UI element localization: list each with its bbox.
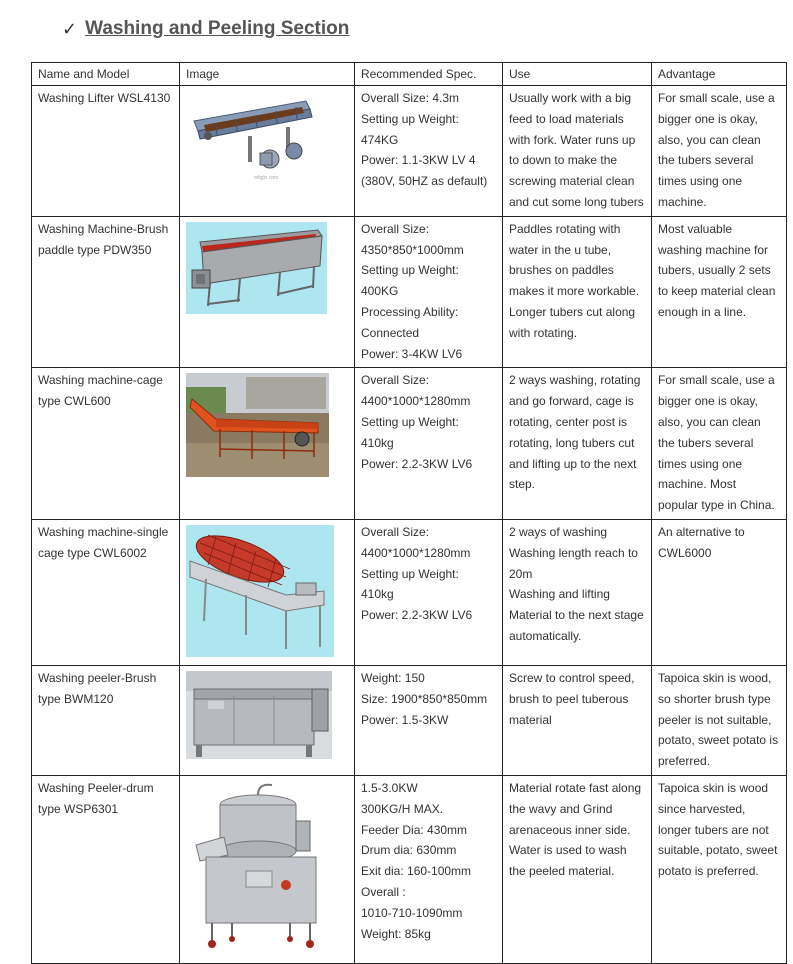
spec-line: Setting up Weight: xyxy=(361,414,459,429)
use-line: feed to load materials xyxy=(509,111,624,126)
advantage-line: also, you can clean xyxy=(658,132,761,147)
spec-line: 4350*850*1000mm xyxy=(361,242,464,257)
use-line: arenaceous inner side. xyxy=(509,822,631,837)
advantage-line: popular type in China. xyxy=(658,498,775,513)
advantage-line: bigger one is okay, xyxy=(658,111,758,126)
use-line: automatically. xyxy=(509,628,582,643)
row-name: Washing machine-cage type CWL600 xyxy=(32,368,180,520)
advantage-line: suitable, potato, sweet xyxy=(658,843,778,858)
use-line: brush to peel tuberous xyxy=(509,691,629,706)
row-name: Washing Machine-Brush paddle type PDW350 xyxy=(32,216,180,368)
use-line: Material rotate fast along xyxy=(509,780,642,795)
use-line: and go forward, cage is xyxy=(509,394,634,409)
spec-line: Power: 3-4KW LV6 xyxy=(361,346,463,361)
table-row xyxy=(32,665,787,775)
advantage-line: machine. xyxy=(658,194,707,209)
drum-peeler-image xyxy=(186,781,334,953)
advantage-line: times using one xyxy=(658,174,743,189)
advantage-line: so shorter brush type xyxy=(658,691,771,706)
spec-line: Overall Size: xyxy=(361,221,430,236)
use-line: and cut some long tubers xyxy=(509,194,644,209)
use-line: Paddles rotating with xyxy=(509,221,621,236)
table-row xyxy=(32,86,787,217)
row-use xyxy=(503,665,652,775)
spec-line: Overall Size: xyxy=(361,373,430,388)
spec-line: Drum dia: 630mm xyxy=(361,843,457,858)
row-name: Washing machine-single cage type CWL6002 xyxy=(32,519,180,665)
use-line: Longer tubers cut along xyxy=(509,304,636,319)
use-line: brushes on paddles xyxy=(509,263,614,278)
spec-line: Setting up Weight: xyxy=(361,111,459,126)
section-title: Washing and Peeling Section xyxy=(85,18,350,39)
spec-line: Power: 1.1-3KW LV 4 xyxy=(361,153,476,168)
advantage-line: Most valuable xyxy=(658,221,733,236)
spec-line: 4400*1000*1280mm xyxy=(361,394,471,409)
spec-line: Overall Size: xyxy=(361,524,430,539)
use-line: rotating, center post is xyxy=(509,414,628,429)
row-name: Washing Lifter WSL4130 xyxy=(32,86,180,217)
row-use xyxy=(503,368,652,520)
use-line: with fork. Water runs up xyxy=(509,132,636,147)
header-advantage: Advantage xyxy=(652,63,787,86)
spec-line: Overall : xyxy=(361,884,406,899)
brush-paddle-washer-image xyxy=(186,222,327,314)
advantage-line: longer tubers are not xyxy=(658,822,769,837)
spec-line: Weight: 150 xyxy=(361,670,425,685)
advantage-line: peeler is not suitable, xyxy=(658,712,772,727)
section-heading xyxy=(62,16,349,42)
spec-line: Size: 1900*850*850mm xyxy=(361,691,488,706)
advantage-line: An alternative to xyxy=(658,524,745,539)
use-line: material xyxy=(509,712,552,727)
use-line: Washing length reach to xyxy=(509,545,638,560)
table-row xyxy=(32,519,787,665)
use-line: Material to the next stage xyxy=(509,608,644,623)
row-use xyxy=(503,775,652,963)
advantage-line: since harvested, xyxy=(658,801,746,816)
spec-line: Overall Size: 4.3m xyxy=(361,91,460,105)
svg-text:mfgjin.com: mfgjin.com xyxy=(254,175,279,181)
use-line: Screw to control speed, xyxy=(509,670,635,685)
advantage-line: enough in a line. xyxy=(658,304,747,319)
advantage-line: For small scale, use a xyxy=(658,373,775,388)
spec-line: Power: 2.2-3KW LV6 xyxy=(361,608,473,623)
spec-line: 474KG xyxy=(361,132,399,147)
spec-line: Power: 2.2-3KW LV6 xyxy=(361,456,473,471)
spec-line: Feeder Dia: 430mm xyxy=(361,822,468,837)
use-line: Usually work with a big xyxy=(509,91,632,105)
use-line: with rotating. xyxy=(509,325,578,340)
use-line: water in the u tube, xyxy=(509,242,612,257)
row-use xyxy=(503,86,652,217)
row-spec xyxy=(355,216,503,368)
use-line: 2 ways washing, rotating xyxy=(509,373,641,388)
cage-washer-image xyxy=(186,373,329,477)
spec-line: Connected xyxy=(361,325,420,340)
washing-lifter-image xyxy=(186,91,318,186)
row-advantage xyxy=(652,368,787,520)
use-line: step. xyxy=(509,477,536,492)
spec-line: 4400*1000*1280mm xyxy=(361,545,471,560)
row-spec xyxy=(355,86,503,217)
advantage-line: tubers, usually 2 sets xyxy=(658,263,771,278)
advantage-line: preferred. xyxy=(658,754,711,769)
advantage-line: times using one xyxy=(658,456,743,471)
spec-line: 410kg xyxy=(361,435,394,450)
use-line: the peeled material. xyxy=(509,864,615,879)
advantage-line: potato, sweet potato is xyxy=(658,733,779,748)
row-advantage xyxy=(652,216,787,368)
advantage-line: Tapoica skin is wood, xyxy=(658,670,772,685)
use-line: Water is used to wash xyxy=(509,843,627,858)
spec-line: 1010-710-1090mm xyxy=(361,905,463,920)
header-use: Use xyxy=(503,63,652,86)
use-line: 20m xyxy=(509,566,533,581)
header-image: Image xyxy=(180,63,355,86)
use-line: to down to make the xyxy=(509,153,618,168)
spec-line: Setting up Weight: xyxy=(361,263,459,278)
header-name: Name and Model xyxy=(32,63,180,86)
single-cage-washer-image xyxy=(186,525,334,657)
row-image-cell xyxy=(180,86,355,217)
advantage-line: For small scale, use a xyxy=(658,91,775,105)
advantage-line: the tubers several xyxy=(658,435,754,450)
use-line: and lifting up to the next xyxy=(509,456,637,471)
table-row xyxy=(32,216,787,368)
spec-line: (380V, 50HZ as default) xyxy=(361,174,488,189)
use-line: screwing material clean xyxy=(509,174,635,189)
use-line: makes it more workable. xyxy=(509,284,640,299)
row-spec xyxy=(355,519,503,665)
spec-line: 300KG/H MAX. xyxy=(361,801,444,816)
advantage-line: the tubers several xyxy=(658,153,754,168)
checkmark-icon: ✓ xyxy=(62,18,78,40)
header-spec: Recommended Spec. xyxy=(355,63,503,86)
row-spec xyxy=(355,775,503,963)
advantage-line: machine. Most xyxy=(658,477,737,492)
row-use xyxy=(503,216,652,368)
spec-line: Setting up Weight: xyxy=(361,566,459,581)
use-line: the wavy and Grind xyxy=(509,801,613,816)
spec-line: 1.5-3.0KW xyxy=(361,780,418,795)
advantage-line: Tapoica skin is wood xyxy=(658,780,769,795)
row-image-cell xyxy=(180,216,355,368)
advantage-line: to keep material clean xyxy=(658,284,776,299)
advantage-line: bigger one is okay, xyxy=(658,394,758,409)
row-use xyxy=(503,519,652,665)
row-advantage xyxy=(652,519,787,665)
advantage-line: washing machine for xyxy=(658,242,769,257)
table-row xyxy=(32,775,787,963)
table-header-row xyxy=(32,63,787,86)
row-name: Washing peeler-Brush type BWM120 xyxy=(32,665,180,775)
spec-line: Weight: 85kg xyxy=(361,926,431,941)
row-spec xyxy=(355,368,503,520)
row-image-cell xyxy=(180,368,355,520)
use-line: rotating, long tubers cut xyxy=(509,435,635,450)
use-line: Washing and lifting xyxy=(509,587,610,602)
spec-line: Exit dia: 160-100mm xyxy=(361,864,472,879)
use-line: 2 ways of washing xyxy=(509,524,608,539)
equipment-table xyxy=(31,62,787,964)
row-image-cell xyxy=(180,519,355,665)
advantage-line: potato is preferred. xyxy=(658,864,759,879)
brush-peeler-image xyxy=(186,671,332,759)
spec-line: Power: 1.5-3KW xyxy=(361,712,449,727)
row-image-cell xyxy=(180,775,355,963)
advantage-line: CWL6000 xyxy=(658,545,712,560)
row-advantage xyxy=(652,775,787,963)
advantage-line: also, you can clean xyxy=(658,414,761,429)
table-row xyxy=(32,368,787,520)
row-image-cell xyxy=(180,665,355,775)
row-spec xyxy=(355,665,503,775)
row-name: Washing Peeler-drum type WSP6301 xyxy=(32,775,180,963)
spec-line: 400KG xyxy=(361,284,399,299)
row-advantage xyxy=(652,86,787,217)
spec-line: Processing Ability: xyxy=(361,304,459,319)
row-advantage xyxy=(652,665,787,775)
spec-line: 410kg xyxy=(361,587,394,602)
